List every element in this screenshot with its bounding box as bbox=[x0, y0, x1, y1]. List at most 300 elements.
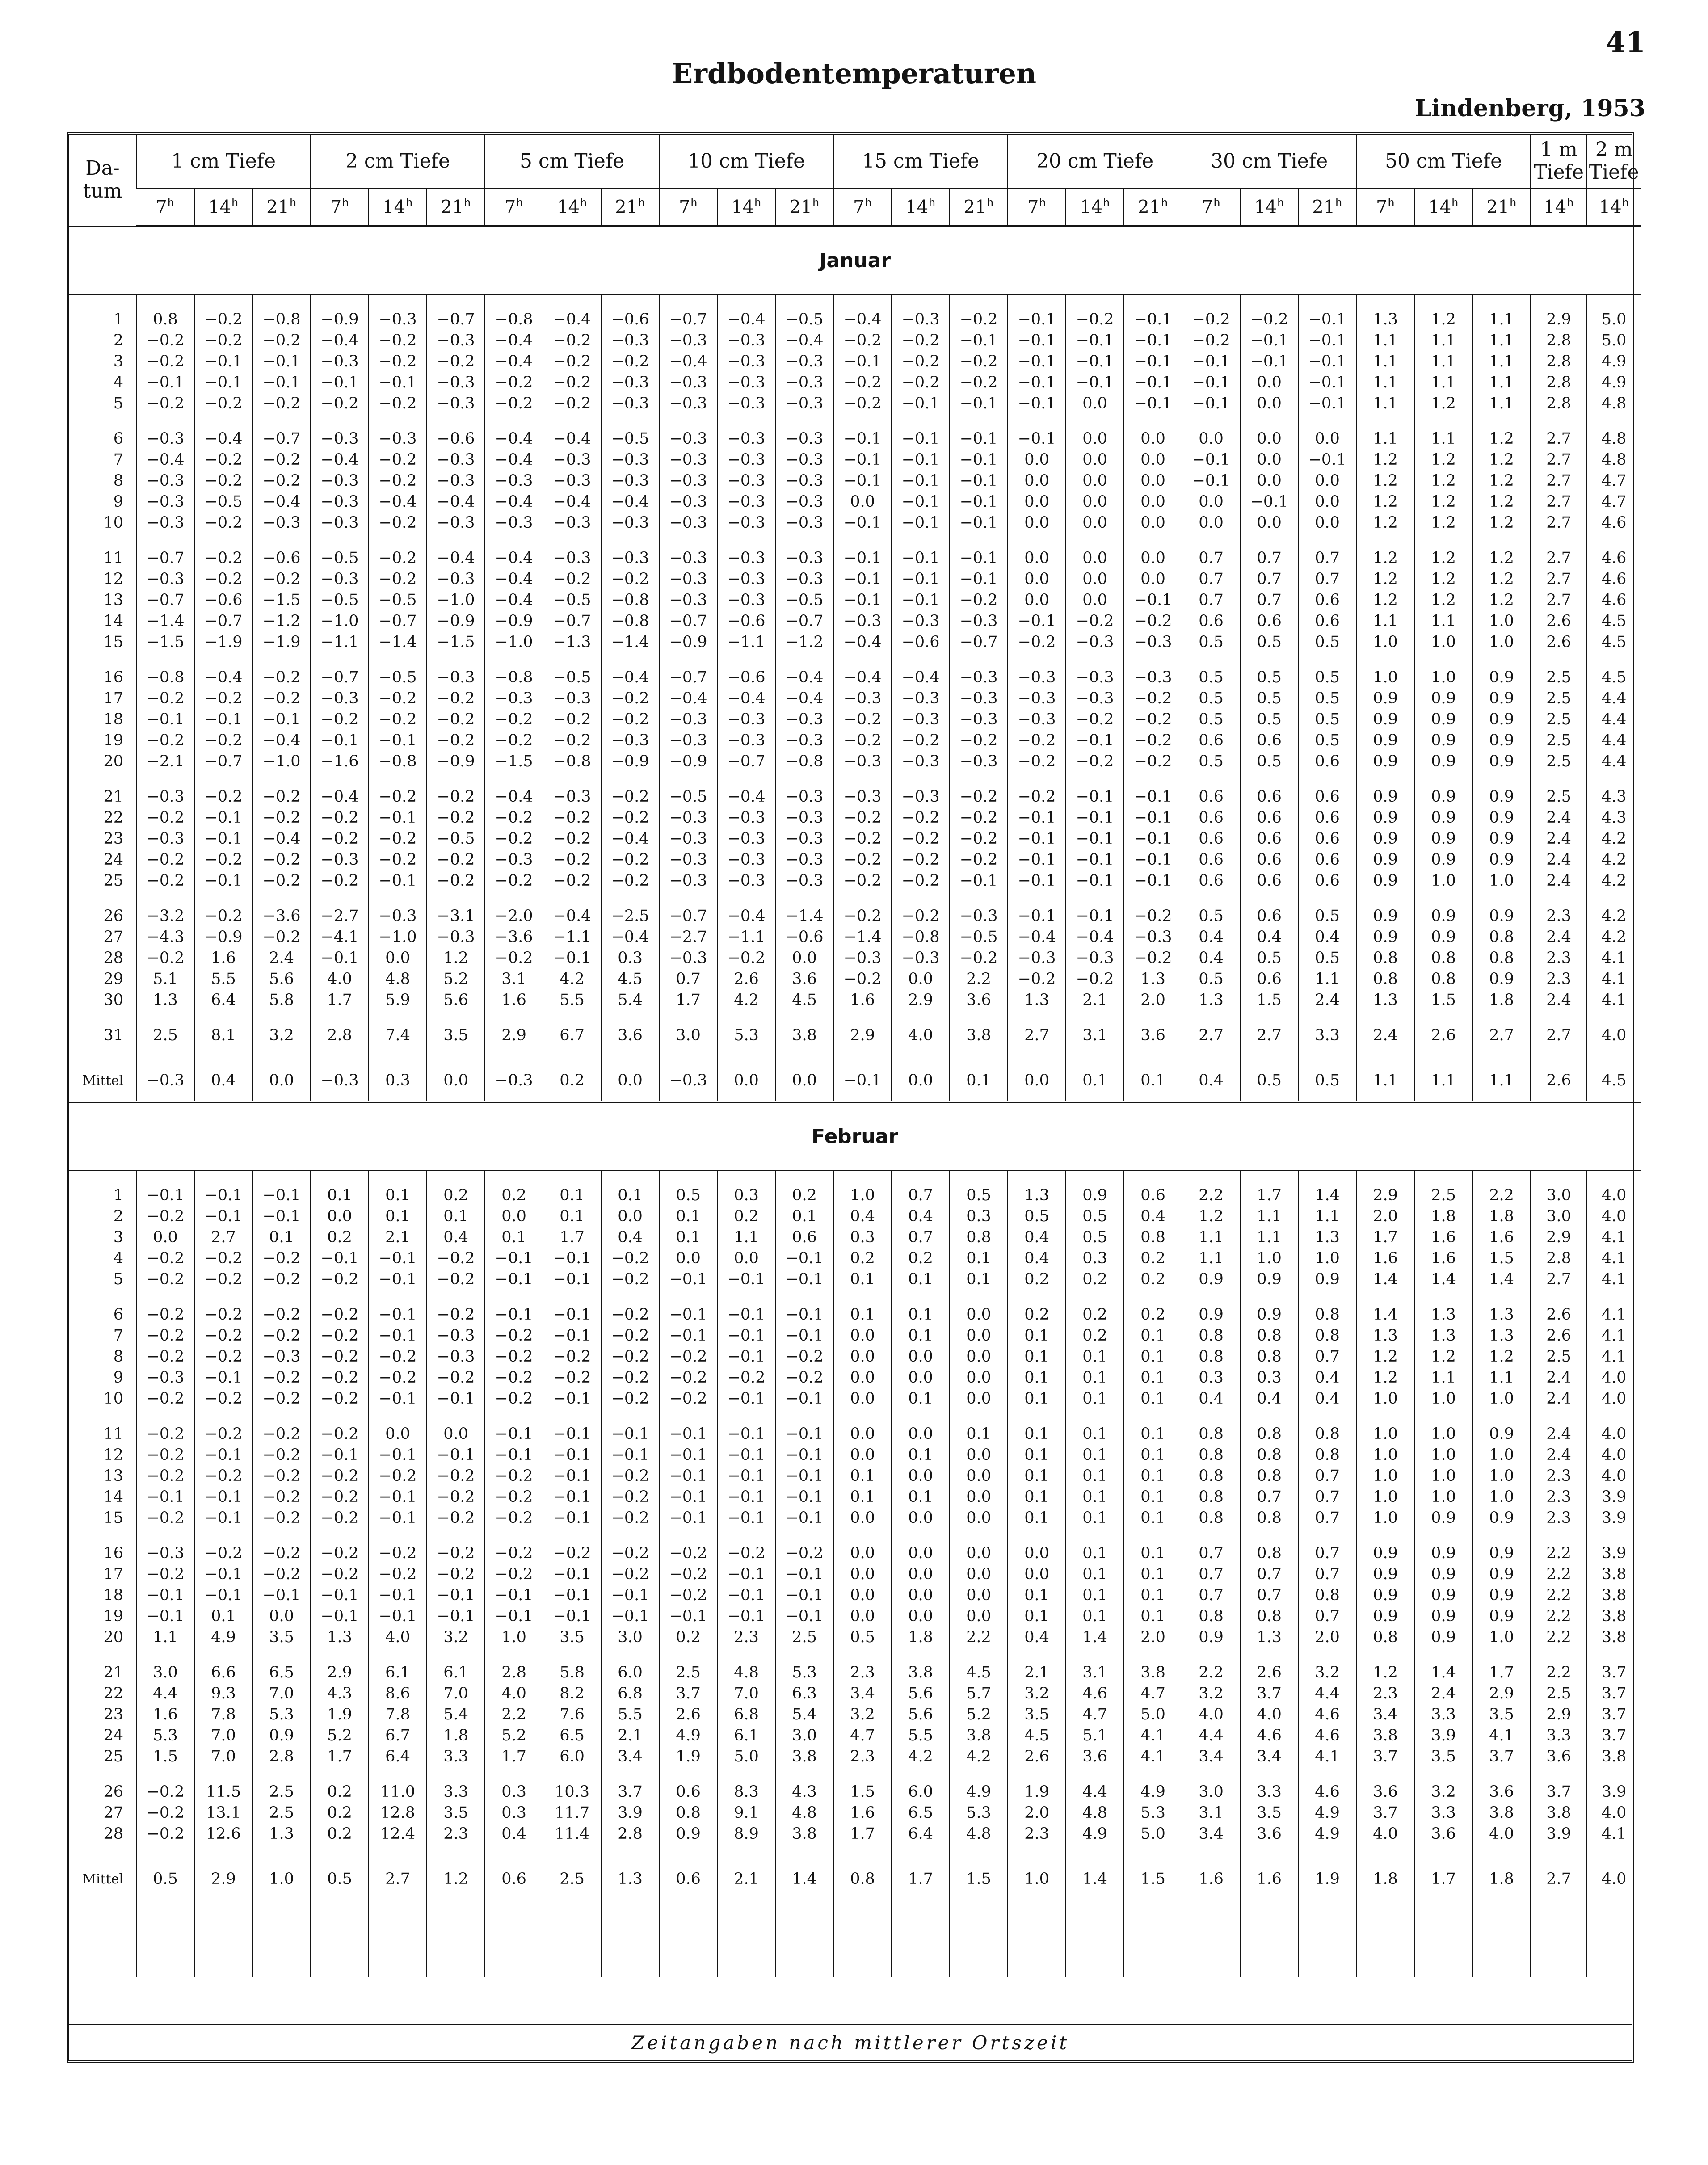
value-cell: 1.0 bbox=[1414, 1388, 1472, 1409]
value-cell: 3.9 bbox=[601, 1803, 659, 1824]
spacer-cell bbox=[1124, 891, 1182, 906]
spacer-cell bbox=[1472, 294, 1531, 309]
value-cell: 4.2 bbox=[1587, 828, 1641, 849]
value-cell: −0.2 bbox=[427, 849, 485, 870]
value-cell: −0.1 bbox=[369, 1508, 427, 1529]
value-cell: 1.1 bbox=[1356, 1060, 1414, 1102]
spacer-cell bbox=[833, 1845, 892, 1859]
value-cell: 0.1 bbox=[1124, 1466, 1182, 1487]
day-cell: 17 bbox=[103, 1565, 123, 1583]
value-cell: 0.1 bbox=[892, 1269, 950, 1290]
value-cell: 0.7 bbox=[1182, 1585, 1240, 1606]
value-cell: 0.8 bbox=[1298, 1325, 1356, 1346]
value-cell: 3.7 bbox=[601, 1782, 659, 1803]
value-cell: 6.1 bbox=[427, 1662, 485, 1683]
filler-cell bbox=[427, 1899, 485, 1977]
value-cell: −0.3 bbox=[659, 948, 717, 969]
value-cell: −0.2 bbox=[369, 709, 427, 730]
value-cell: 0.0 bbox=[369, 948, 427, 969]
value-cell: 1.8 bbox=[1472, 990, 1531, 1011]
value-cell: 3.8 bbox=[892, 1662, 950, 1683]
filler-cell bbox=[136, 1899, 194, 1977]
value-cell: −0.2 bbox=[717, 948, 775, 969]
hour-header: 21$^h$ bbox=[1124, 189, 1182, 226]
value-cell: 1.0 bbox=[1414, 632, 1472, 653]
value-cell: 1.1 bbox=[1356, 393, 1414, 414]
spacer-cell bbox=[69, 653, 136, 667]
value-cell: −0.2 bbox=[136, 351, 194, 372]
value-cell: 0.5 bbox=[1240, 688, 1298, 709]
value-cell: 1.0 bbox=[1472, 870, 1531, 891]
value-cell: −0.3 bbox=[775, 786, 833, 807]
spacer-row bbox=[69, 1290, 1641, 1304]
value-cell: −0.3 bbox=[717, 450, 775, 471]
value-cell: 11.5 bbox=[194, 1782, 252, 1803]
value-cell: −0.6 bbox=[717, 667, 775, 688]
hour-header: 14$^h$ bbox=[717, 189, 775, 226]
table-row bbox=[69, 1346, 1641, 1367]
value-cell: 0.1 bbox=[485, 1227, 543, 1248]
spacer-cell bbox=[775, 1170, 833, 1185]
value-cell: 4.7 bbox=[1124, 1683, 1182, 1704]
spacer-cell bbox=[1298, 1845, 1356, 1859]
value-cell: 1.2 bbox=[1356, 1346, 1414, 1367]
value-cell: 1.8 bbox=[1472, 1206, 1531, 1227]
value-cell: −0.2 bbox=[136, 393, 194, 414]
value-cell: 1.1 bbox=[1414, 372, 1472, 393]
day-cell: 4 bbox=[113, 1249, 123, 1267]
value-cell: 4.9 bbox=[1587, 372, 1641, 393]
value-cell: 7.8 bbox=[194, 1704, 252, 1725]
value-cell: −0.2 bbox=[311, 1346, 369, 1367]
value-cell: −0.2 bbox=[543, 1346, 601, 1367]
day-cell: 27 bbox=[103, 928, 123, 946]
value-cell: −0.7 bbox=[136, 590, 194, 611]
value-cell: 2.9 bbox=[892, 990, 950, 1011]
day-cell: 24 bbox=[103, 1727, 123, 1745]
spacer-row bbox=[69, 294, 1641, 309]
datum-header: Da- tum bbox=[69, 135, 136, 226]
value-cell: 0.2 bbox=[1124, 1304, 1182, 1325]
value-cell: 0.1 bbox=[950, 1060, 1008, 1102]
value-cell: 1.1 bbox=[1472, 351, 1531, 372]
value-cell: 1.3 bbox=[1356, 309, 1414, 330]
spacer-cell bbox=[1066, 1409, 1124, 1424]
value-cell: −0.2 bbox=[136, 948, 194, 969]
value-cell: 0.7 bbox=[1298, 1606, 1356, 1627]
value-cell: 2.3 bbox=[833, 1746, 892, 1767]
value-cell: −0.1 bbox=[601, 1424, 659, 1445]
value-cell: −0.1 bbox=[427, 1585, 485, 1606]
spacer-cell bbox=[311, 1648, 369, 1662]
value-cell: −0.1 bbox=[252, 1206, 311, 1227]
value-cell: −0.1 bbox=[1066, 849, 1124, 870]
value-cell: 0.0 bbox=[892, 1508, 950, 1529]
value-cell: 1.2 bbox=[1414, 471, 1472, 492]
value-cell: −0.3 bbox=[659, 450, 717, 471]
value-cell: 0.0 bbox=[1240, 450, 1298, 471]
value-cell: −0.2 bbox=[485, 870, 543, 891]
value-cell: 0.0 bbox=[892, 1346, 950, 1367]
value-cell: 0.5 bbox=[1298, 688, 1356, 709]
value-cell: 3.7 bbox=[1356, 1746, 1414, 1767]
spacer-cell bbox=[1066, 772, 1124, 786]
value-cell: −0.4 bbox=[485, 548, 543, 569]
value-cell: −0.2 bbox=[369, 1367, 427, 1388]
spacer-cell bbox=[950, 1290, 1008, 1304]
value-cell: 0.9 bbox=[1414, 927, 1472, 948]
hour-header: 14$^h$ bbox=[194, 189, 252, 226]
hour-header: 14$^h$ bbox=[1066, 189, 1124, 226]
value-cell: 1.8 bbox=[892, 1627, 950, 1648]
value-cell: 1.2 bbox=[1472, 429, 1531, 450]
value-cell: 4.4 bbox=[1298, 1683, 1356, 1704]
value-cell: 5.5 bbox=[194, 969, 252, 990]
value-cell: 1.2 bbox=[1414, 548, 1472, 569]
value-cell: −0.1 bbox=[659, 1606, 717, 1627]
value-cell: 11.4 bbox=[543, 1824, 601, 1845]
table-row bbox=[69, 948, 1641, 969]
value-cell: −0.3 bbox=[1008, 667, 1066, 688]
value-cell: −0.3 bbox=[950, 709, 1008, 730]
value-cell: 3.9 bbox=[1531, 1824, 1587, 1845]
value-cell: −0.3 bbox=[485, 513, 543, 534]
value-cell: 0.8 bbox=[136, 309, 194, 330]
spacer-cell bbox=[833, 1529, 892, 1543]
value-cell: 2.3 bbox=[1531, 906, 1587, 927]
spacer-cell bbox=[543, 1046, 601, 1060]
spacer-cell bbox=[252, 1845, 311, 1859]
table-row bbox=[69, 1683, 1641, 1704]
value-cell: 1.0 bbox=[1240, 1248, 1298, 1269]
value-cell: −0.1 bbox=[136, 709, 194, 730]
value-cell: 4.1 bbox=[1472, 1725, 1531, 1746]
value-cell: −0.3 bbox=[427, 667, 485, 688]
day-cell: 15 bbox=[103, 633, 123, 651]
value-cell: 0.8 bbox=[1182, 1325, 1240, 1346]
value-cell: 0.9 bbox=[1472, 828, 1531, 849]
value-cell: 0.0 bbox=[1124, 471, 1182, 492]
day-cell: 9 bbox=[113, 1369, 123, 1387]
value-cell: −0.2 bbox=[252, 1564, 311, 1585]
value-cell: 1.1 bbox=[1472, 330, 1531, 351]
value-cell: 0.0 bbox=[1124, 569, 1182, 590]
value-cell: 4.6 bbox=[1298, 1704, 1356, 1725]
value-cell: −0.4 bbox=[427, 548, 485, 569]
spacer-cell bbox=[69, 1170, 136, 1185]
value-cell: 0.7 bbox=[1240, 1564, 1298, 1585]
value-cell: 1.7 bbox=[659, 990, 717, 1011]
value-cell: −0.3 bbox=[892, 688, 950, 709]
spacer-cell bbox=[1531, 891, 1587, 906]
value-cell: 2.4 bbox=[1531, 990, 1587, 1011]
value-cell: 4.8 bbox=[775, 1803, 833, 1824]
value-cell: −0.2 bbox=[194, 786, 252, 807]
value-cell: 4.9 bbox=[659, 1725, 717, 1746]
value-cell: −0.4 bbox=[833, 667, 892, 688]
spacer-cell bbox=[311, 891, 369, 906]
value-cell: 1.7 bbox=[1240, 1185, 1298, 1206]
value-cell: 4.1 bbox=[1587, 1824, 1641, 1845]
spacer-cell bbox=[1008, 653, 1066, 667]
value-cell: −0.2 bbox=[601, 1304, 659, 1325]
value-cell: 0.0 bbox=[1066, 492, 1124, 513]
value-cell: 0.9 bbox=[1414, 1627, 1472, 1648]
value-cell: 0.6 bbox=[1240, 849, 1298, 870]
value-cell: −3.1 bbox=[427, 906, 485, 927]
value-cell: 0.3 bbox=[950, 1206, 1008, 1227]
spacer-cell bbox=[950, 414, 1008, 429]
value-cell: 0.5 bbox=[1298, 632, 1356, 653]
value-cell: 1.2 bbox=[1356, 471, 1414, 492]
value-cell: −0.3 bbox=[485, 471, 543, 492]
value-cell: −0.1 bbox=[369, 1487, 427, 1508]
spacer-cell bbox=[311, 1845, 369, 1859]
value-cell: 3.8 bbox=[1587, 1585, 1641, 1606]
spacer-cell bbox=[69, 891, 136, 906]
value-cell: −0.2 bbox=[194, 849, 252, 870]
value-cell: 6.5 bbox=[892, 1803, 950, 1824]
day-cell: 30 bbox=[103, 991, 123, 1009]
value-cell: −0.2 bbox=[1124, 948, 1182, 969]
value-cell: 7.0 bbox=[194, 1725, 252, 1746]
spacer-cell bbox=[1472, 772, 1531, 786]
value-cell: −0.2 bbox=[427, 1367, 485, 1388]
value-cell: 0.0 bbox=[950, 1466, 1008, 1487]
value-cell: −0.2 bbox=[601, 1325, 659, 1346]
value-cell: −0.2 bbox=[1008, 730, 1066, 751]
value-cell: −0.2 bbox=[1008, 969, 1066, 990]
value-cell: 2.7 bbox=[1240, 1025, 1298, 1046]
value-cell: 1.1 bbox=[1240, 1227, 1298, 1248]
spacer-cell bbox=[1182, 1648, 1240, 1662]
value-cell: −0.1 bbox=[194, 709, 252, 730]
value-cell: 0.2 bbox=[427, 1185, 485, 1206]
value-cell: 0.0 bbox=[950, 1585, 1008, 1606]
value-cell: 1.4 bbox=[1298, 1185, 1356, 1206]
value-cell: −0.3 bbox=[1124, 667, 1182, 688]
value-cell: −0.2 bbox=[252, 870, 311, 891]
value-cell: 3.5 bbox=[1008, 1704, 1066, 1725]
value-cell: −0.3 bbox=[136, 569, 194, 590]
filler-cell bbox=[252, 1899, 311, 1977]
value-cell: −0.1 bbox=[369, 1445, 427, 1466]
value-cell: 2.3 bbox=[717, 1627, 775, 1648]
value-cell: −0.2 bbox=[601, 1487, 659, 1508]
value-cell: −0.1 bbox=[717, 1269, 775, 1290]
filler-cell bbox=[1182, 1899, 1240, 1977]
value-cell: 2.6 bbox=[1531, 1325, 1587, 1346]
value-cell: 4.7 bbox=[1587, 471, 1641, 492]
table-row bbox=[69, 990, 1641, 1011]
value-cell: 5.2 bbox=[950, 1704, 1008, 1725]
value-cell: 4.6 bbox=[1587, 590, 1641, 611]
spacer-cell bbox=[1008, 534, 1066, 548]
value-cell: 0.9 bbox=[252, 1725, 311, 1746]
value-cell: −0.3 bbox=[950, 751, 1008, 772]
value-cell: 2.3 bbox=[427, 1824, 485, 1845]
value-cell: 1.6 bbox=[1182, 1859, 1240, 1899]
spacer-cell bbox=[892, 1648, 950, 1662]
value-cell: 2.3 bbox=[1531, 1508, 1587, 1529]
table-row bbox=[69, 1803, 1641, 1824]
value-cell: −0.1 bbox=[950, 471, 1008, 492]
value-cell: 0.1 bbox=[1066, 1606, 1124, 1627]
value-cell: 2.7 bbox=[194, 1227, 252, 1248]
value-cell: 6.6 bbox=[194, 1662, 252, 1683]
value-cell: 0.5 bbox=[1240, 948, 1298, 969]
value-cell: 2.5 bbox=[1414, 1185, 1472, 1206]
value-cell: 0.8 bbox=[1356, 1627, 1414, 1648]
value-cell: 3.8 bbox=[1356, 1725, 1414, 1746]
value-cell: 0.6 bbox=[1240, 730, 1298, 751]
spacer-cell bbox=[194, 1767, 252, 1782]
spacer-cell bbox=[1587, 1767, 1641, 1782]
value-cell: −0.2 bbox=[194, 330, 252, 351]
spacer-cell bbox=[194, 891, 252, 906]
spacer-cell bbox=[69, 1290, 136, 1304]
value-cell: 0.1 bbox=[1066, 1367, 1124, 1388]
value-cell: 1.1 bbox=[1472, 372, 1531, 393]
value-cell: −1.3 bbox=[543, 632, 601, 653]
value-cell: −0.8 bbox=[252, 309, 311, 330]
spacer-cell bbox=[252, 1290, 311, 1304]
value-cell: 0.6 bbox=[1298, 849, 1356, 870]
spacer-cell bbox=[833, 1767, 892, 1782]
value-cell: 4.4 bbox=[1587, 730, 1641, 751]
value-cell: −0.3 bbox=[659, 429, 717, 450]
value-cell: −0.7 bbox=[659, 906, 717, 927]
value-cell: 2.9 bbox=[194, 1859, 252, 1899]
spacer-cell bbox=[1414, 1409, 1472, 1424]
value-cell: 0.9 bbox=[1414, 807, 1472, 828]
value-cell: 3.0 bbox=[1531, 1206, 1587, 1227]
value-cell: 4.4 bbox=[1587, 688, 1641, 709]
value-cell: 3.2 bbox=[1182, 1683, 1240, 1704]
value-cell: 1.0 bbox=[1472, 1627, 1531, 1648]
spacer-cell bbox=[1356, 1529, 1414, 1543]
value-cell: 0.6 bbox=[1298, 751, 1356, 772]
value-cell: −0.1 bbox=[659, 1487, 717, 1508]
value-cell: 2.5 bbox=[1531, 751, 1587, 772]
value-cell: 1.2 bbox=[427, 1859, 485, 1899]
value-cell: 2.7 bbox=[1531, 548, 1587, 569]
value-cell: −0.3 bbox=[717, 870, 775, 891]
value-cell: 0.0 bbox=[892, 1060, 950, 1102]
value-cell: −0.1 bbox=[1066, 870, 1124, 891]
value-cell: 2.7 bbox=[1472, 1025, 1531, 1046]
value-cell: 0.1 bbox=[775, 1206, 833, 1227]
spacer-cell bbox=[775, 1648, 833, 1662]
value-cell: 2.5 bbox=[252, 1782, 311, 1803]
value-cell: 0.6 bbox=[1182, 786, 1240, 807]
value-cell: 0.8 bbox=[1298, 1424, 1356, 1445]
value-cell: 2.7 bbox=[1531, 471, 1587, 492]
value-cell: 2.8 bbox=[1531, 330, 1587, 351]
spacer-cell bbox=[1472, 1529, 1531, 1543]
spacer-cell bbox=[1124, 1845, 1182, 1859]
spacer-cell bbox=[775, 1529, 833, 1543]
value-cell: −0.1 bbox=[1008, 393, 1066, 414]
value-cell: −0.2 bbox=[252, 667, 311, 688]
day-cell: 22 bbox=[103, 809, 123, 827]
spacer-cell bbox=[601, 414, 659, 429]
value-cell: 1.4 bbox=[1414, 1662, 1472, 1683]
value-cell: −0.3 bbox=[136, 786, 194, 807]
table-header bbox=[69, 135, 1641, 226]
value-cell: 2.5 bbox=[252, 1803, 311, 1824]
spacer-cell bbox=[427, 1046, 485, 1060]
value-cell: 1.1 bbox=[1298, 1206, 1356, 1227]
spacer-cell bbox=[1531, 1529, 1587, 1543]
spacer-cell bbox=[311, 653, 369, 667]
spacer-cell bbox=[69, 1046, 136, 1060]
value-cell: −1.6 bbox=[311, 751, 369, 772]
value-cell: 3.7 bbox=[1531, 1782, 1587, 1803]
value-cell: 4.5 bbox=[1008, 1725, 1066, 1746]
value-cell: −0.2 bbox=[252, 1325, 311, 1346]
value-cell: 5.0 bbox=[1587, 330, 1641, 351]
value-cell: −0.1 bbox=[543, 1606, 601, 1627]
day-cell: 13 bbox=[103, 591, 123, 609]
spacer-cell bbox=[311, 772, 369, 786]
spacer-cell bbox=[1531, 1170, 1587, 1185]
value-cell: 5.1 bbox=[1066, 1725, 1124, 1746]
spacer-cell bbox=[1587, 1409, 1641, 1424]
value-cell: −0.3 bbox=[252, 513, 311, 534]
value-cell: −0.1 bbox=[543, 1388, 601, 1409]
value-cell: 0.9 bbox=[1472, 751, 1531, 772]
value-cell: −0.4 bbox=[252, 492, 311, 513]
spacer-cell bbox=[543, 1648, 601, 1662]
spacer-cell bbox=[1356, 1290, 1414, 1304]
spacer-cell bbox=[833, 1290, 892, 1304]
value-cell: −0.1 bbox=[833, 429, 892, 450]
value-cell: −0.3 bbox=[427, 513, 485, 534]
value-cell: −0.2 bbox=[136, 1564, 194, 1585]
value-cell: −0.3 bbox=[311, 429, 369, 450]
value-cell: −0.1 bbox=[369, 807, 427, 828]
value-cell: 2.6 bbox=[1414, 1025, 1472, 1046]
value-cell: 0.4 bbox=[1182, 1060, 1240, 1102]
value-cell: −0.3 bbox=[833, 786, 892, 807]
value-cell: −0.1 bbox=[311, 730, 369, 751]
value-cell: 1.1 bbox=[1472, 309, 1531, 330]
value-cell: 0.9 bbox=[1240, 1269, 1298, 1290]
spacer-cell bbox=[1008, 1767, 1066, 1782]
value-cell: 0.5 bbox=[1298, 709, 1356, 730]
table-row bbox=[69, 1206, 1641, 1227]
spacer-cell bbox=[1124, 1409, 1182, 1424]
value-cell: 0.9 bbox=[1414, 1606, 1472, 1627]
value-cell: 3.3 bbox=[1414, 1704, 1472, 1725]
value-cell: 1.3 bbox=[601, 1859, 659, 1899]
value-cell: −0.2 bbox=[252, 688, 311, 709]
value-cell: −0.2 bbox=[311, 709, 369, 730]
value-cell: 0.2 bbox=[1008, 1269, 1066, 1290]
value-cell: −0.2 bbox=[136, 807, 194, 828]
hour-header: 7$^h$ bbox=[1008, 189, 1066, 226]
value-cell: 6.4 bbox=[194, 990, 252, 1011]
spacer-cell bbox=[892, 1170, 950, 1185]
value-cell: 0.5 bbox=[1240, 751, 1298, 772]
value-cell: −0.3 bbox=[136, 492, 194, 513]
day-cell: 26 bbox=[103, 1783, 123, 1801]
spacer-cell bbox=[427, 1011, 485, 1025]
value-cell: −0.1 bbox=[369, 372, 427, 393]
value-cell: −0.1 bbox=[543, 1304, 601, 1325]
value-cell: −0.1 bbox=[1008, 828, 1066, 849]
